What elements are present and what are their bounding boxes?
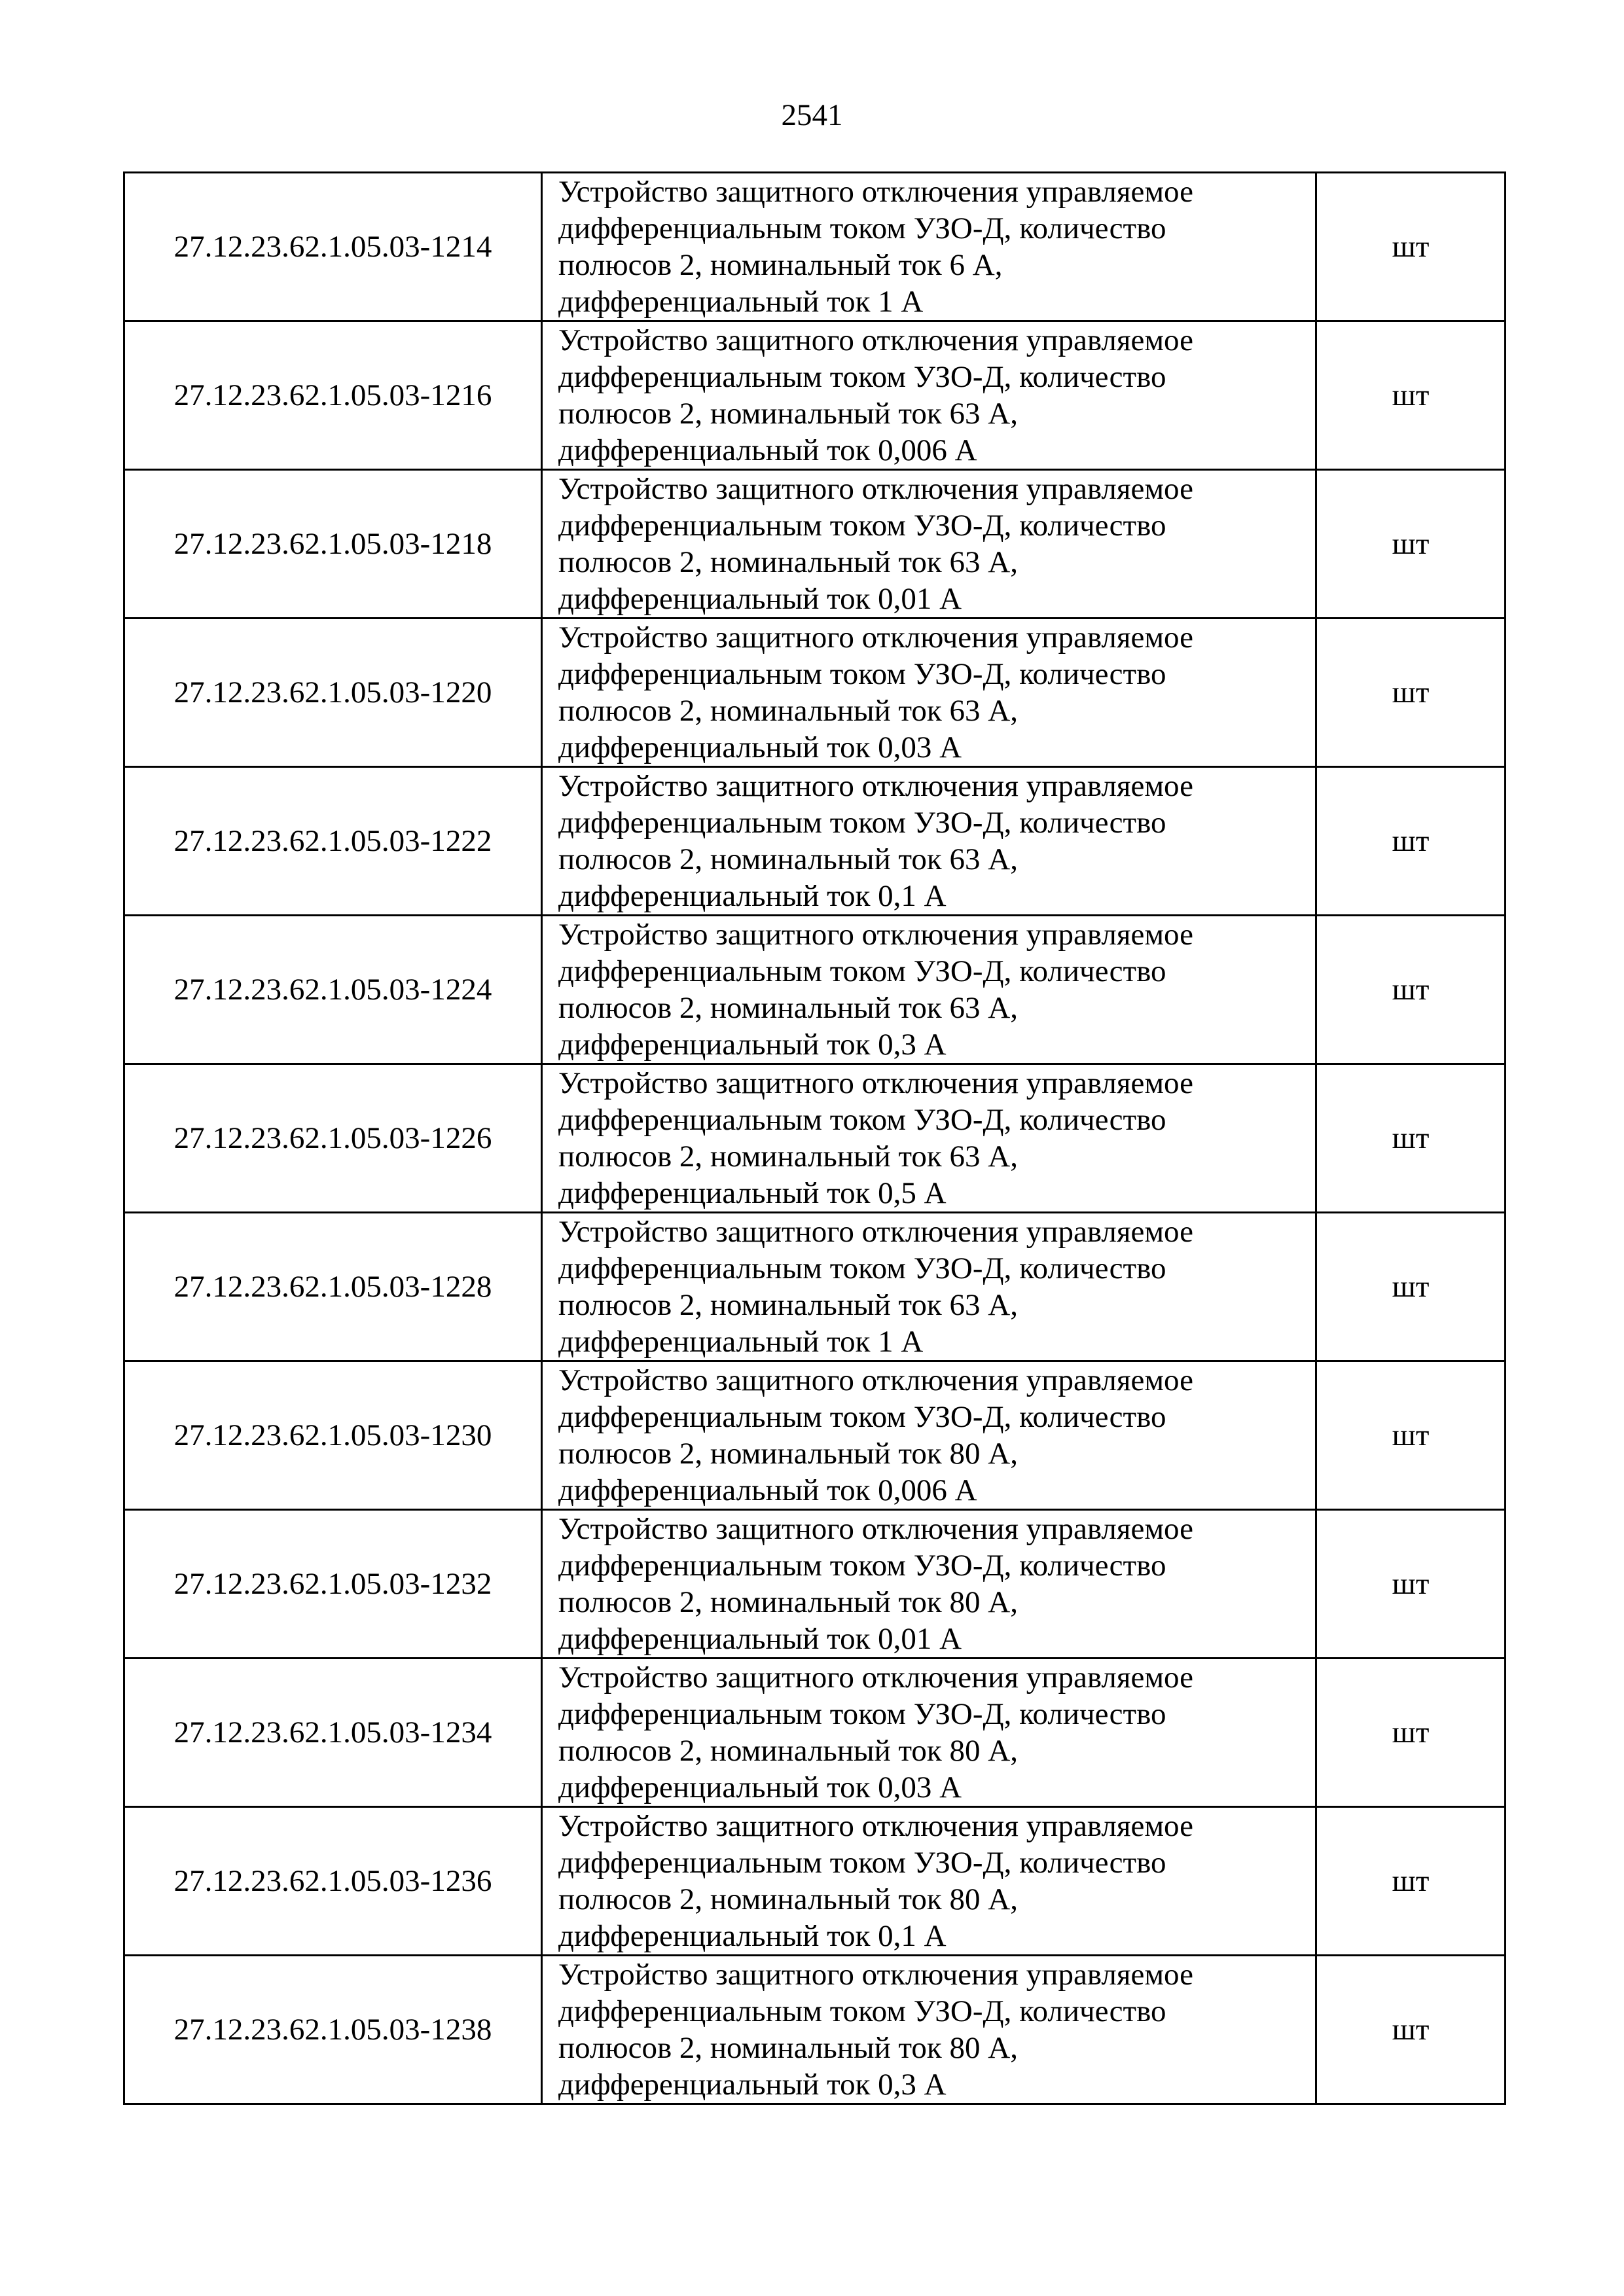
items-table-body (124, 173, 1506, 2104)
description-line: полюсов 2, номинальный ток 63 А, (558, 545, 1018, 579)
item-description (542, 767, 1316, 916)
table-row (124, 1659, 1506, 1807)
description-line: дифференциальным током УЗО-Д, количество (558, 211, 1166, 245)
description-line: дифференциальный ток 0,1 А (558, 1919, 947, 1953)
description-line: полюсов 2, номинальный ток 80 А, (558, 1734, 1018, 1768)
item-code: 27.12.23.62.1.05.03-1232 (124, 1510, 542, 1659)
item-unit: шт (1316, 1510, 1506, 1659)
description-line: Устройство защитного отключения управляемое (558, 1958, 1193, 1992)
description-line: дифференциальным током УЗО-Д, количество (558, 1994, 1166, 2028)
description-line: дифференциальным током УЗО-Д, количество (558, 806, 1166, 840)
item-unit: шт (1316, 470, 1506, 619)
items-table (123, 171, 1506, 2105)
description-line: Устройство защитного отключения управляемое (558, 1066, 1193, 1100)
description-line: полюсов 2, номинальный ток 63 А, (558, 1139, 1018, 1174)
item-unit: шт (1316, 173, 1506, 321)
item-description (542, 1659, 1316, 1807)
item-unit: шт (1316, 1213, 1506, 1361)
table-row (124, 321, 1506, 470)
description-line: дифференциальным током УЗО-Д, количество (558, 657, 1166, 691)
item-unit: шт (1316, 767, 1506, 916)
description-line: дифференциальный ток 0,01 А (558, 582, 962, 616)
description-line: полюсов 2, номинальный ток 6 А, (558, 248, 1003, 282)
description-line: дифференциальный ток 0,3 А (558, 1028, 947, 1062)
description-line: дифференциальным током УЗО-Д, количество (558, 360, 1166, 394)
description-line: Устройство защитного отключения управляемое (558, 1363, 1193, 1397)
item-code: 27.12.23.62.1.05.03-1216 (124, 321, 542, 470)
table-row (124, 1807, 1506, 1956)
description-line: Устройство защитного отключения управляемое (558, 323, 1193, 357)
description-line: Устройство защитного отключения управляемое (558, 918, 1193, 952)
item-code: 27.12.23.62.1.05.03-1228 (124, 1213, 542, 1361)
description-line: Устройство защитного отключения управляемое (558, 1809, 1193, 1843)
item-unit: шт (1316, 1659, 1506, 1807)
description-line: дифференциальный ток 0,01 А (558, 1622, 962, 1656)
table-row (124, 1213, 1506, 1361)
item-unit: шт (1316, 916, 1506, 1064)
description-line: дифференциальным током УЗО-Д, количество (558, 1697, 1166, 1731)
description-line: полюсов 2, номинальный ток 63 А, (558, 1288, 1018, 1322)
table-row (124, 1064, 1506, 1213)
description-line: дифференциальный ток 0,03 А (558, 1770, 962, 1804)
item-description (542, 321, 1316, 470)
item-description (542, 1361, 1316, 1510)
description-line: дифференциальный ток 0,03 А (558, 730, 962, 764)
item-description (542, 1064, 1316, 1213)
description-line: Устройство защитного отключения управляемое (558, 620, 1193, 655)
description-line: дифференциальный ток 1 А (558, 285, 924, 319)
item-code: 27.12.23.62.1.05.03-1226 (124, 1064, 542, 1213)
item-code: 27.12.23.62.1.05.03-1218 (124, 470, 542, 619)
description-line: дифференциальным током УЗО-Д, количество (558, 954, 1166, 988)
description-line: полюсов 2, номинальный ток 80 А, (558, 2031, 1018, 2065)
item-code: 27.12.23.62.1.05.03-1238 (124, 1956, 542, 2104)
description-line: полюсов 2, номинальный ток 80 А, (558, 1882, 1018, 1916)
table-row (124, 1510, 1506, 1659)
item-code: 27.12.23.62.1.05.03-1230 (124, 1361, 542, 1510)
table-row (124, 1361, 1506, 1510)
item-code: 27.12.23.62.1.05.03-1224 (124, 916, 542, 1064)
page-number: 2541 (781, 98, 843, 132)
table-row (124, 916, 1506, 1064)
item-description (542, 1807, 1316, 1956)
item-description (542, 470, 1316, 619)
table-row (124, 619, 1506, 767)
description-line: Устройство защитного отключения управляемое (558, 1660, 1193, 1695)
description-line: Устройство защитного отключения управляемое (558, 472, 1193, 506)
table-row (124, 767, 1506, 916)
description-line: дифференциальным током УЗО-Д, количество (558, 1549, 1166, 1583)
item-unit: шт (1316, 1807, 1506, 1956)
description-line: полюсов 2, номинальный ток 63 А, (558, 842, 1018, 876)
description-line: полюсов 2, номинальный ток 80 А, (558, 1585, 1018, 1619)
description-line: дифференциальным током УЗО-Д, количество (558, 1400, 1166, 1434)
item-code: 27.12.23.62.1.05.03-1236 (124, 1807, 542, 1956)
description-line: дифференциальный ток 0,006 А (558, 1473, 977, 1507)
description-line: полюсов 2, номинальный ток 63 А, (558, 991, 1018, 1025)
item-code: 27.12.23.62.1.05.03-1220 (124, 619, 542, 767)
description-line: дифференциальным током УЗО-Д, количество (558, 1846, 1166, 1880)
description-line: Устройство защитного отключения управляемое (558, 1512, 1193, 1546)
table-row (124, 470, 1506, 619)
description-line: дифференциальный ток 0,5 А (558, 1176, 947, 1210)
item-unit: шт (1316, 619, 1506, 767)
item-description (542, 916, 1316, 1064)
item-description (542, 1956, 1316, 2104)
description-line: дифференциальным током УЗО-Д, количество (558, 1251, 1166, 1285)
description-line: дифференциальным током УЗО-Д, количество (558, 509, 1166, 543)
item-code: 27.12.23.62.1.05.03-1222 (124, 767, 542, 916)
item-unit: шт (1316, 321, 1506, 470)
item-description (542, 1510, 1316, 1659)
item-code: 27.12.23.62.1.05.03-1214 (124, 173, 542, 321)
item-description (542, 173, 1316, 321)
description-line: дифференциальный ток 1 А (558, 1325, 924, 1359)
item-unit: шт (1316, 1956, 1506, 2104)
item-code: 27.12.23.62.1.05.03-1234 (124, 1659, 542, 1807)
description-line: полюсов 2, номинальный ток 80 А, (558, 1437, 1018, 1471)
item-description (542, 619, 1316, 767)
description-line: дифференциальный ток 0,3 А (558, 2068, 947, 2102)
item-description (542, 1213, 1316, 1361)
description-line: дифференциальным током УЗО-Д, количество (558, 1103, 1166, 1137)
description-line: дифференциальный ток 0,006 А (558, 433, 977, 467)
description-line: полюсов 2, номинальный ток 63 А, (558, 694, 1018, 728)
item-unit: шт (1316, 1361, 1506, 1510)
table-row (124, 173, 1506, 321)
description-line: дифференциальный ток 0,1 А (558, 879, 947, 913)
description-line: Устройство защитного отключения управляемое (558, 1215, 1193, 1249)
item-unit: шт (1316, 1064, 1506, 1213)
description-line: Устройство защитного отключения управляемое (558, 175, 1193, 209)
description-line: полюсов 2, номинальный ток 63 А, (558, 397, 1018, 431)
table-row (124, 1956, 1506, 2104)
description-line: Устройство защитного отключения управляемое (558, 769, 1193, 803)
